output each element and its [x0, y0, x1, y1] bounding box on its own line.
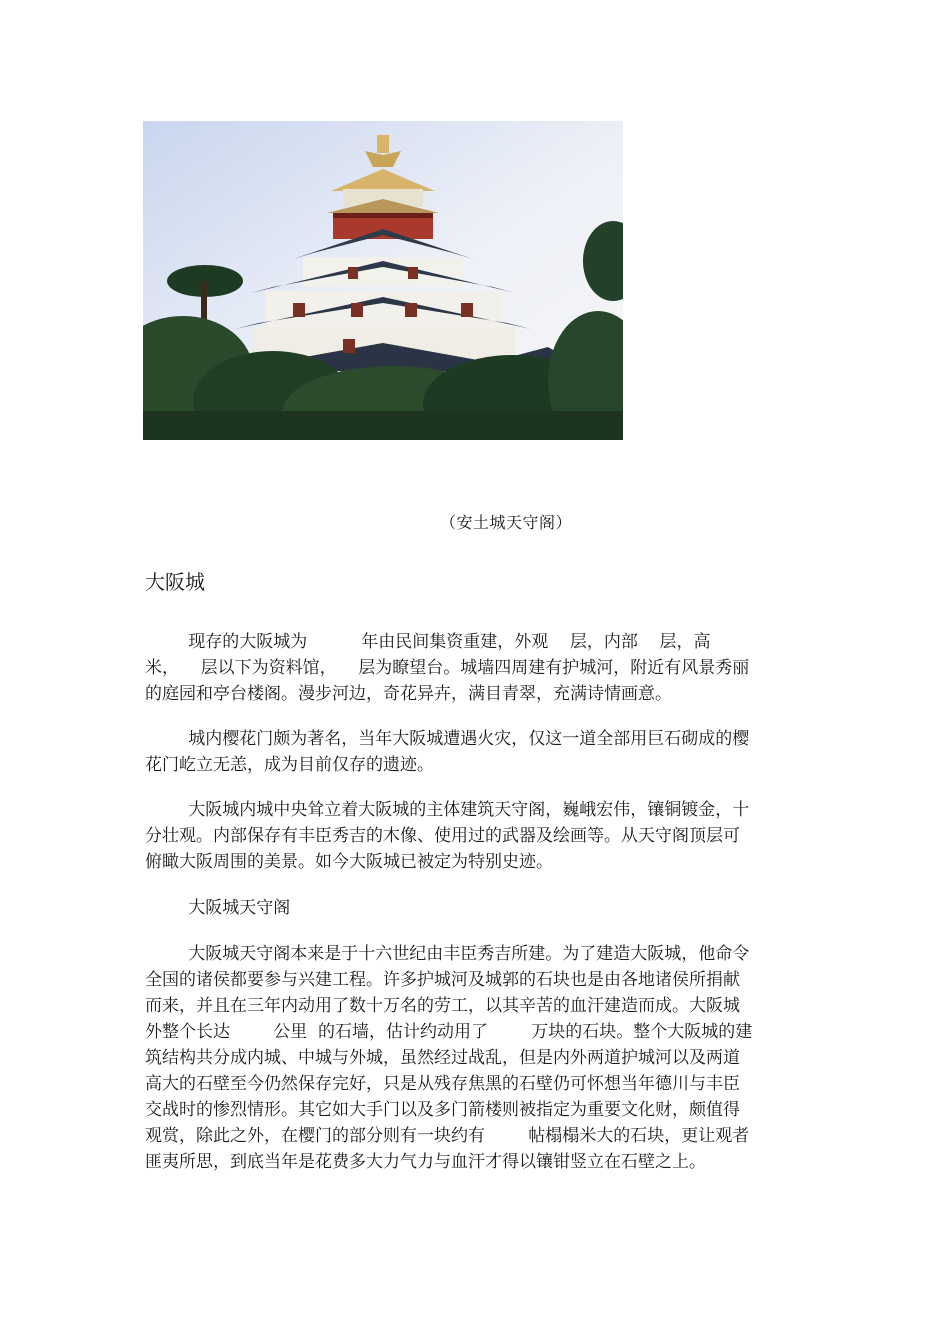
azuchi-castle-illustration [143, 121, 623, 440]
castle-photo [143, 121, 623, 440]
section-title: 大阪城 [145, 570, 205, 594]
paragraph: 城内樱花门颇为著名，当年大阪城遭遇火灾，仅这一道全部用巨石砌成的樱 花门屹立无恙，成为目前仅存的遗迹。 [145, 729, 750, 775]
paragraph: 大阪城天守阁本来是于十六世纪由丰臣秀吉所建。为了建造大阪城，他命令 全国的诸侯都要参与兴建工程。许多护城河及城郭的石块也是由各地诸侯所捐献 而来，并且在三年内动用了数十万名的劳工，以其辛苦的血汗建造而成。大阪城 外整个长达 公里 的石墙，估计约动用了 万块的石块。整个大阪城的建 筑结构共分成内城、中城与外城，虽然经过战乱，但是内外两道护城河以及两道 高大的石壁至今仍然保存完好，只是从残存焦黑的石壁仍可怀想当年德川与丰臣 交战时的惨烈情形。其它如大手门以及多门箭楼则被指定为重要文化财，颇值得 观赏，除此之外，在樱门的部分则有一块约有 帖榻榻米大的石块，更让观者 匪夷所思，到底当年是花费多大力气力与血汗才得以镶钳竖立在石壁之上。 [145, 944, 753, 1172]
paragraph: 大阪城内城中央耸立着大阪城的主体建筑天守阁，巍峨宏伟，镶铜镀金，十 分壮观。内部保存有丰臣秀吉的木像、使用过的武器及绘画等。从天守阁顶层可 俯瞰大阪周围的美景。如今大阪城已被定为特别史迹。 [145, 800, 750, 872]
figure-caption: （安土城天守阁） [440, 513, 573, 532]
paragraph: 现存的大阪城为 年由民间集资重建，外观 层，内部 层，高 米， 层以下为资料馆， 层为瞭望台。城墙四周建有护城河，附近有风景秀丽 的庭园和亭台楼阁。漫步河边，奇花异卉，满目青翠，充满诗情画意。 [145, 632, 750, 704]
subheading-paragraph: 大阪城天守阁 [145, 898, 291, 918]
